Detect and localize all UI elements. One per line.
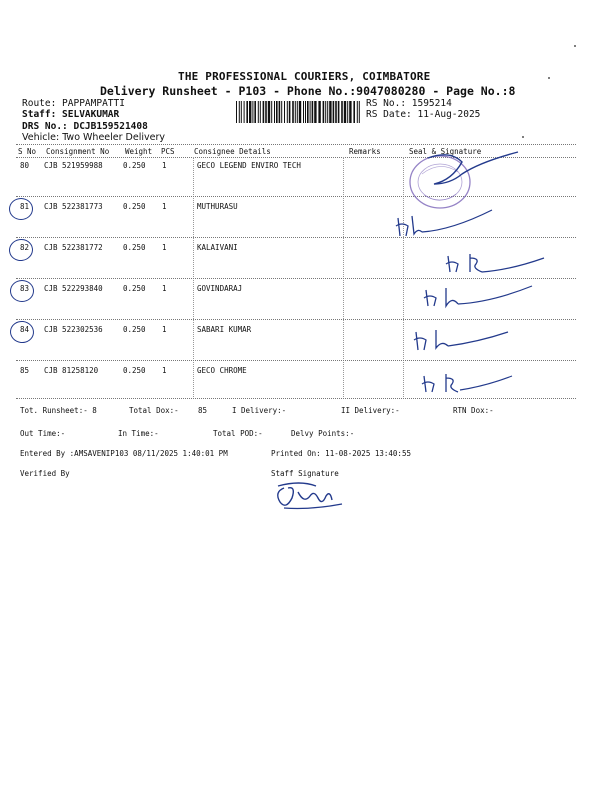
- barcode-bar: [244, 101, 245, 123]
- company-title: THE PROFESSIONAL COURIERS, COIMBATORE: [178, 70, 431, 83]
- cell-sno: 82: [20, 243, 30, 252]
- barcode-bar: [236, 101, 237, 123]
- barcode-bar: [289, 101, 291, 123]
- barcode-bar: [271, 101, 272, 123]
- staff-signature-label: Staff Signature: [271, 469, 339, 478]
- cell-consignment: CJB 81258120: [44, 366, 99, 375]
- cell-weight: 0.250: [123, 325, 146, 334]
- verified-by: Verified By: [20, 469, 70, 478]
- row-rule: [16, 237, 576, 238]
- barcode-bar: [281, 101, 282, 123]
- entered-by: Entered By :AMSAVENIP103 08/11/2025 1:40:01 PM: [20, 449, 228, 458]
- barcode-bar: [349, 101, 351, 123]
- recipient-signature: [412, 322, 522, 358]
- out-time: Out Time:-: [20, 429, 66, 438]
- barcode-bar: [295, 101, 296, 123]
- barcode-bar: [344, 101, 346, 123]
- cell-weight: 0.250: [123, 243, 146, 252]
- barcode-bar: [268, 101, 270, 123]
- barcode-bar: [327, 101, 328, 123]
- cell-weight: 0.250: [123, 366, 146, 375]
- cell-consignee: GOVINDARAJ: [197, 284, 243, 293]
- staff-signature: [270, 478, 350, 514]
- barcode-bar: [333, 101, 335, 123]
- cell-consignment: CJB 522381773: [44, 202, 103, 211]
- ink-circle-mark: [9, 198, 33, 220]
- cell-weight: 0.250: [123, 284, 146, 293]
- barcode-bar: [312, 101, 314, 123]
- cell-pcs: 1: [162, 202, 167, 211]
- i-delivery: I Delivery:-: [232, 406, 287, 415]
- barcode-bar: [246, 101, 248, 123]
- barcode-bar: [307, 101, 309, 123]
- row-rule: [16, 360, 576, 361]
- cell-consignee: GECO LEGEND ENVIRO TECH: [197, 161, 301, 170]
- col-consignee: Consignee Details: [194, 147, 271, 156]
- cell-consignment: CJB 522381772: [44, 243, 103, 252]
- barcode-bar: [279, 101, 281, 123]
- scan-speck: [574, 45, 576, 47]
- recipient-signature: [422, 282, 542, 316]
- barcode-bar: [310, 101, 311, 123]
- total-pod: Total POD:-: [213, 429, 263, 438]
- total-dox-value: 85: [198, 406, 208, 415]
- cell-weight: 0.250: [123, 202, 146, 211]
- delvy-points: Delvy Points:-: [291, 429, 355, 438]
- barcode-bar: [353, 101, 355, 123]
- cell-consignee: KALAIVANI: [197, 243, 238, 252]
- barcode-bar: [357, 101, 358, 123]
- cell-sno: 80: [20, 161, 30, 170]
- col-divider: [403, 157, 404, 397]
- col-seal-signature: Seal & Signature: [409, 147, 482, 156]
- printed-on: Printed On: 11-08-2025 13:40:55: [271, 449, 411, 458]
- barcode-bar: [265, 101, 267, 123]
- barcode-bar: [318, 101, 320, 123]
- recipient-signature: [420, 370, 530, 400]
- barcode-bar: [299, 101, 301, 123]
- barcode-bar: [249, 101, 251, 123]
- col-pcs: PCS: [161, 147, 175, 156]
- barcode-bar: [335, 101, 337, 123]
- cell-sno: 85: [20, 366, 30, 375]
- in-time: In Time:-: [118, 429, 159, 438]
- col-divider: [343, 157, 344, 397]
- barcode-bar: [241, 101, 242, 123]
- staff: Staff: SELVAKUMAR: [22, 109, 120, 120]
- ii-delivery: II Delivery:-: [341, 406, 400, 415]
- table-header-rule: [16, 157, 576, 158]
- barcode-bar: [239, 101, 240, 123]
- drs-number: DRS No.: DCJB159521408: [22, 121, 148, 132]
- table-bottom-rule: [16, 398, 576, 399]
- cell-consignment: CJB 522293840: [44, 284, 103, 293]
- ink-circle-mark: [8, 237, 35, 262]
- barcode-bar: [341, 101, 343, 123]
- col-weight: Weight: [125, 147, 153, 156]
- rtn-dox: RTN Dox:-: [453, 406, 494, 415]
- barcode-bar: [305, 101, 306, 123]
- barcode-bar: [263, 101, 265, 123]
- barcode-bar: [274, 101, 275, 123]
- cell-sno: 84: [20, 325, 30, 334]
- ink-circle-mark: [9, 320, 35, 344]
- barcode-bar: [329, 101, 331, 123]
- cell-consignee: GECO CHROME: [197, 366, 247, 375]
- scan-speck: [548, 77, 550, 79]
- barcode-bar: [260, 101, 261, 123]
- cell-weight: 0.250: [123, 161, 146, 170]
- barcode-bar: [323, 101, 325, 123]
- cell-consignment: CJB 522302536: [44, 325, 103, 334]
- barcode-bar: [347, 101, 348, 123]
- route: Route: PAPPAMPATTI: [22, 98, 125, 109]
- barcode-bar: [325, 101, 326, 123]
- cell-pcs: 1: [162, 366, 167, 375]
- barcode-bar: [303, 101, 304, 123]
- barcode-bar: [292, 101, 294, 123]
- barcode-bar: [276, 101, 278, 123]
- ink-circle-mark: [10, 280, 34, 302]
- recipient-signature: [392, 204, 512, 244]
- row-rule: [16, 278, 576, 279]
- rs-number: RS No.: 1595214: [366, 98, 452, 109]
- cell-consignment: CJB 521959988: [44, 161, 103, 170]
- barcode-bar: [252, 101, 253, 123]
- row-rule: [16, 319, 576, 320]
- cell-pcs: 1: [162, 325, 167, 334]
- barcode-bar: [314, 101, 316, 123]
- table-top-rule: [16, 144, 576, 145]
- cell-pcs: 1: [162, 243, 167, 252]
- col-divider: [193, 157, 194, 397]
- total-dox-label: Total Dox:-: [129, 406, 179, 415]
- col-remarks: Remarks: [349, 147, 381, 156]
- scan-speck: [522, 136, 524, 138]
- vehicle: Vehicle: Two Wheeler Delivery: [22, 132, 165, 143]
- runsheet-title: Delivery Runsheet - P103 - Phone No.:9047080280 - Page No.:8: [100, 84, 516, 98]
- rs-date: RS Date: 11-Aug-2025: [366, 109, 481, 120]
- col-consignment: Consignment No: [46, 147, 110, 156]
- row-rule: [16, 196, 576, 197]
- barcode-bar: [254, 101, 256, 123]
- barcode-bar: [258, 101, 259, 123]
- col-sno: S No: [18, 147, 37, 156]
- cell-pcs: 1: [162, 161, 167, 170]
- barcode-bar: [359, 101, 360, 123]
- cell-sno: 81: [20, 202, 30, 211]
- cell-pcs: 1: [162, 284, 167, 293]
- barcode-bar: [297, 101, 298, 123]
- total-runsheet: Tot. Runsheet:- 8: [20, 406, 97, 415]
- barcode-image: [236, 101, 360, 123]
- barcode-bar: [284, 101, 285, 123]
- cell-consignee: MUTHURASU: [197, 202, 238, 211]
- cell-sno: 83: [20, 284, 30, 293]
- barcode-bar: [338, 101, 340, 123]
- barcode-bar: [287, 101, 288, 123]
- cell-consignee: SABARI KUMAR: [197, 325, 252, 334]
